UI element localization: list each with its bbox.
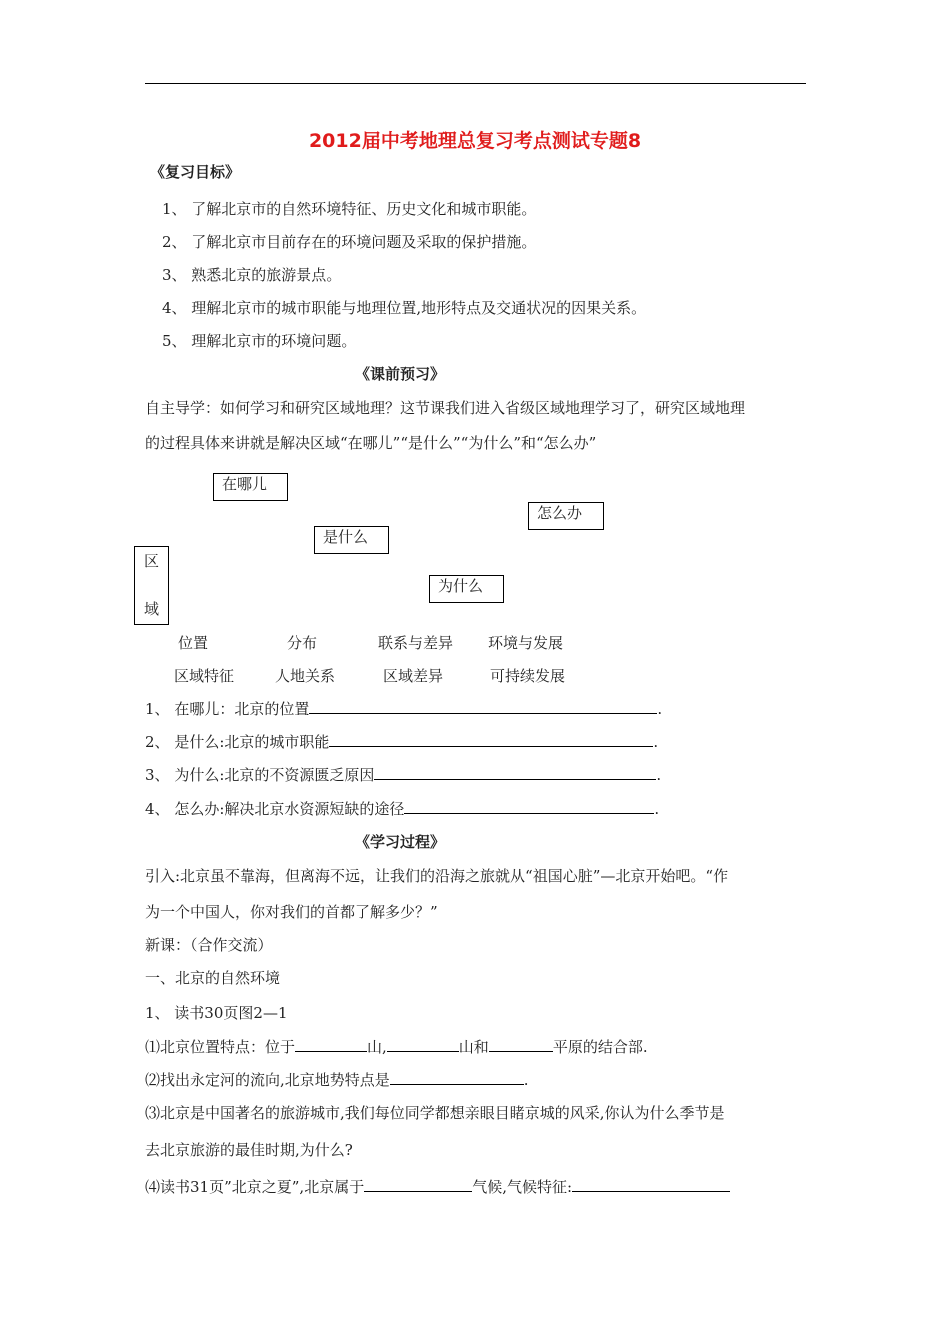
answer-blank[interactable] [374, 765, 656, 780]
diagram-box-where: 在哪儿 [213, 473, 288, 501]
diagram-label: 联系与差异 [378, 634, 454, 652]
diagram-label: 人地关系 [275, 667, 336, 685]
answer-blank[interactable] [329, 732, 653, 747]
answer-blank[interactable] [390, 1070, 524, 1085]
preview-heading: 《课前预习》 [355, 365, 446, 383]
goal-item: 1、 了解北京市的自然环境特征、历史文化和城市职能。 [162, 200, 537, 218]
diagram-label: 区域特征 [174, 667, 235, 685]
preview-question: 1、 在哪儿：北京的位置 . [145, 700, 663, 718]
preview-question: 2、 是什么:北京的城市职能 . [145, 733, 659, 751]
preview-intro-line1: 自主导学：如何学习和研究区域地理？这节课我们进入省级区域地理学习了，研究区域地理 [145, 399, 746, 417]
process-question-3-line1: ⑶北京是中国著名的旅游城市,我们每位同学都想亲眼目睹京城的风采,你认为什么季节是 [145, 1104, 725, 1122]
process-question-1: ⑴北京位置特点：位于 山, 山和 平原的结合部. [145, 1038, 648, 1056]
preview-intro-line2: 的过程具体来讲就是解决区域“在哪儿”“是什么”“为什么”和“怎么办” [145, 434, 597, 452]
answer-blank[interactable] [387, 1037, 459, 1052]
answer-blank[interactable] [364, 1177, 472, 1192]
goals-heading: 《复习目标》 [150, 163, 241, 181]
region-char: 区 [144, 552, 160, 570]
answer-blank[interactable] [572, 1177, 730, 1192]
section-heading: 一、北京的自然环境 [145, 969, 281, 987]
answer-blank[interactable] [404, 799, 654, 814]
answer-blank[interactable] [309, 699, 657, 714]
page-title: 2012届中考地理总复习考点测试专题8 [308, 130, 642, 152]
process-question-2: ⑵找出永定河的流向,北京地势特点是 . [145, 1071, 529, 1089]
goal-item: 5、 理解北京市的环境问题。 [162, 332, 357, 350]
new-lesson-label: 新课：（合作交流） [145, 936, 273, 954]
process-intro-line2: 为一个中国人，你对我们的首都了解多少？” [145, 903, 438, 921]
process-question-4: ⑷读书31页”北京之夏”,北京属于 气候,气候特征: [145, 1177, 730, 1197]
answer-blank[interactable] [489, 1037, 553, 1052]
diagram-label: 分布 [287, 634, 318, 652]
diagram-label: 区域差异 [383, 667, 444, 685]
process-intro-line1: 引入:北京虽不靠海，但离海不远，让我们的沿海之旅就从“祖国心脏”—北京开始吧。“作 [145, 867, 729, 885]
diagram-label: 可持续发展 [490, 667, 566, 685]
reading-instruction: 1、 读书30页图2—1 [145, 1004, 288, 1022]
header-rule [145, 83, 806, 84]
preview-question: 3、 为什么:北京的不资源匮乏原因 . [145, 766, 662, 784]
answer-blank[interactable] [295, 1037, 367, 1052]
goal-item: 3、 熟悉北京的旅游景点。 [162, 266, 342, 284]
diagram-box-region [134, 546, 169, 625]
diagram-label: 位置 [178, 634, 209, 652]
goal-item: 2、 了解北京市目前存在的环境问题及采取的保护措施。 [162, 233, 537, 251]
goal-item: 4、 理解北京市的城市职能与地理位置,地形特点及交通状况的因果关系。 [162, 299, 647, 317]
process-heading: 《学习过程》 [355, 833, 446, 851]
diagram-box-how: 怎么办 [528, 502, 604, 530]
diagram-box-why: 为什么 [429, 575, 504, 603]
preview-question: 4、 怎么办:解决北京水资源短缺的途径 . [145, 800, 660, 818]
process-question-3-line2: 去北京旅游的最佳时期,为什么? [145, 1141, 353, 1159]
region-char: 域 [144, 600, 160, 618]
diagram-label: 环境与发展 [488, 634, 564, 652]
diagram-box-what: 是什么 [314, 526, 389, 554]
